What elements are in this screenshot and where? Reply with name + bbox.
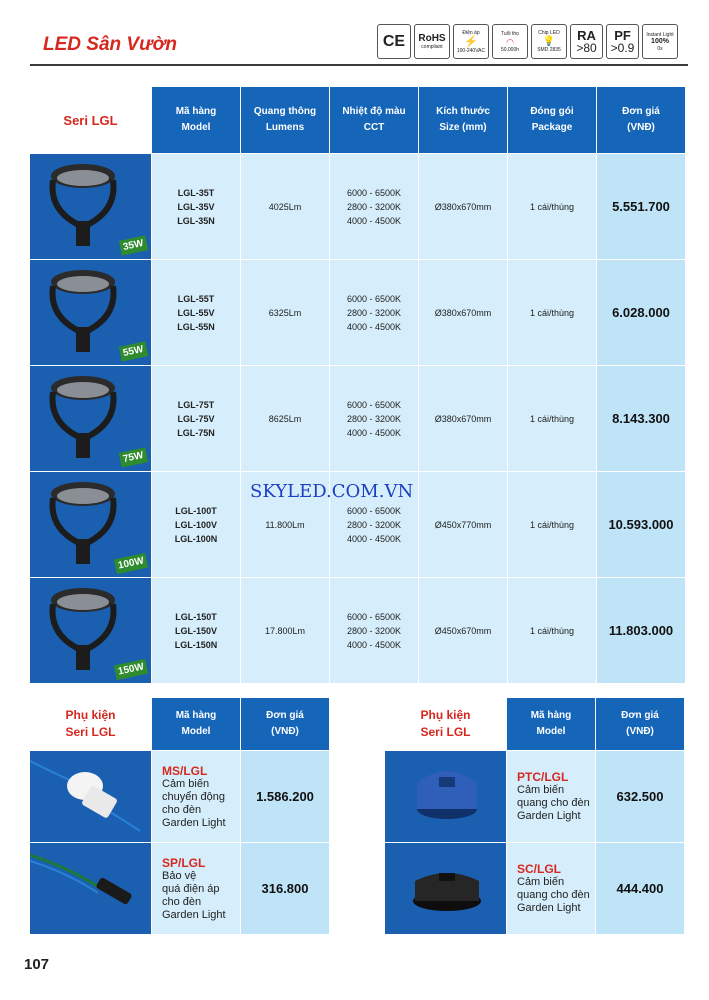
page-number: 107 <box>24 956 50 973</box>
product-table <box>29 86 686 684</box>
lumens-cell: 8625Lm <box>241 366 330 472</box>
size-cell: Ø450x770mm <box>419 472 508 578</box>
accessory-image <box>385 751 507 843</box>
table-row <box>30 578 686 684</box>
header-size: Kích thước Size (mm) <box>419 87 508 154</box>
header-model: Mã hàng Model <box>152 698 241 751</box>
table-row <box>30 366 686 472</box>
cct-cell: 6000 - 6500K 2800 - 3200K 4000 - 4500K <box>330 578 419 684</box>
product-image <box>30 260 152 366</box>
package-cell: 1 cái/thùng <box>508 154 597 260</box>
product-image <box>30 366 152 472</box>
wattage-label: 150W <box>114 659 149 680</box>
wattage-label: 55W <box>119 341 148 361</box>
product-image <box>30 578 152 684</box>
accessory-description: MS/LGL Cảm biến chuyển động cho đèn Garden Light <box>152 751 241 843</box>
header-price: Đơn giá (VNĐ) <box>241 698 330 751</box>
package-cell: 1 cái/thùng <box>508 260 597 366</box>
voltage-badge: Điện áp ⚡ 100-240VAC <box>453 24 489 59</box>
header-lumens: Quang thông Lumens <box>241 87 330 154</box>
wattage-label: 100W <box>114 553 149 574</box>
accessory-description: SC/LGL Cảm biến quang cho đèn Garden Light <box>507 843 596 935</box>
price-cell: 11.803.000 <box>597 578 686 684</box>
price-cell: 444.400 <box>596 843 685 935</box>
model-cell: LGL-150T LGL-150V LGL-150N <box>152 578 241 684</box>
table-row <box>30 751 330 843</box>
package-cell: 1 cái/thùng <box>508 366 597 472</box>
cct-cell: 6000 - 6500K 2800 - 3200K 4000 - 4500K <box>330 260 419 366</box>
accessory-image <box>385 843 507 935</box>
certification-badges <box>377 24 678 61</box>
motion-sensor-icon <box>30 751 150 837</box>
ra-badge: RA >80 <box>570 24 603 59</box>
header-package: Đóng gói Package <box>508 87 597 154</box>
chip-badge: Chip LED 💡 SMD 2835 <box>531 24 567 59</box>
pf-badge: PF >0.9 <box>606 24 639 59</box>
package-cell: 1 cái/thùng <box>508 472 597 578</box>
table-row <box>30 154 686 260</box>
cct-cell: 6000 - 6500K 2800 - 3200K 4000 - 4500K <box>330 472 419 578</box>
table-row <box>385 843 685 935</box>
table-header-row <box>30 87 686 154</box>
page-title: LED Sân Vườn <box>43 34 178 55</box>
lumens-cell: 17.800Lm <box>241 578 330 684</box>
size-cell: Ø380x670mm <box>419 154 508 260</box>
size-cell: Ø380x670mm <box>419 366 508 472</box>
gauge-icon: ◠ <box>506 36 514 47</box>
wattage-label: 35W <box>119 235 148 255</box>
model-cell: LGL-75T LGL-75V LGL-75N <box>152 366 241 472</box>
header-price: Đơn giá (VNĐ) <box>596 698 685 751</box>
lumens-cell: 6325Lm <box>241 260 330 366</box>
accessory-description: SP/LGL Bảo vệ quá điện áp cho đèn Garden Light <box>152 843 241 935</box>
model-cell: LGL-35T LGL-35V LGL-35N <box>152 154 241 260</box>
accessory-image <box>30 751 152 843</box>
photocell-black-icon <box>385 843 505 929</box>
price-cell: 5.551.700 <box>597 154 686 260</box>
accessories-table-left <box>29 697 330 935</box>
watermark: SKYLED.COM.VN <box>250 481 414 502</box>
header-price: Đơn giá (VNĐ) <box>597 87 686 154</box>
lumens-cell: 4025Lm <box>241 154 330 260</box>
bulb-icon: 💡 <box>542 36 556 47</box>
header-divider <box>30 64 688 66</box>
photocell-blue-icon <box>385 751 505 837</box>
price-cell: 6.028.000 <box>597 260 686 366</box>
header-cct: Nhiệt độ màu CCT <box>330 87 419 154</box>
price-cell: 632.500 <box>596 751 685 843</box>
header-model: Mã hàng Model <box>152 87 241 154</box>
wattage-label: 75W <box>119 447 148 467</box>
ce-badge: CE <box>377 24 411 59</box>
rohs-badge: RoHS compliant <box>414 24 450 59</box>
header-model: Mã hàng Model <box>507 698 596 751</box>
package-cell: 1 cái/thùng <box>508 578 597 684</box>
lifetime-badge: Tuổi thọ ◠ 50.000h <box>492 24 528 59</box>
cct-cell: 6000 - 6500K 2800 - 3200K 4000 - 4500K <box>330 366 419 472</box>
accessories-seri-label: Phụ kiện Seri LGL <box>385 698 507 751</box>
price-cell: 8.143.300 <box>597 366 686 472</box>
price-cell: 10.593.000 <box>597 472 686 578</box>
table-row <box>30 843 330 935</box>
accessory-image <box>30 843 152 935</box>
product-image <box>30 472 152 578</box>
instant-light-badge: Instant Light 100% 0s <box>642 24 678 59</box>
price-cell: 1.586.200 <box>241 751 330 843</box>
seri-label: Seri LGL <box>30 87 152 154</box>
model-cell: LGL-100T LGL-100V LGL-100N <box>152 472 241 578</box>
table-row <box>385 751 685 843</box>
product-image <box>30 154 152 260</box>
lumens-cell: 11.800Lm <box>241 472 330 578</box>
cct-cell: 6000 - 6500K 2800 - 3200K 4000 - 4500K <box>330 154 419 260</box>
size-cell: Ø450x670mm <box>419 578 508 684</box>
accessories-seri-label: Phụ kiện Seri LGL <box>30 698 152 751</box>
accessory-description: PTC/LGL Cảm biến quang cho đèn Garden Light <box>507 751 596 843</box>
size-cell: Ø380x670mm <box>419 260 508 366</box>
lightning-icon: ⚡ <box>464 35 478 48</box>
price-cell: 316.800 <box>241 843 330 935</box>
model-cell: LGL-55T LGL-55V LGL-55N <box>152 260 241 366</box>
surge-protector-icon <box>30 843 150 929</box>
accessories-table-right <box>384 697 685 935</box>
table-row <box>30 260 686 366</box>
